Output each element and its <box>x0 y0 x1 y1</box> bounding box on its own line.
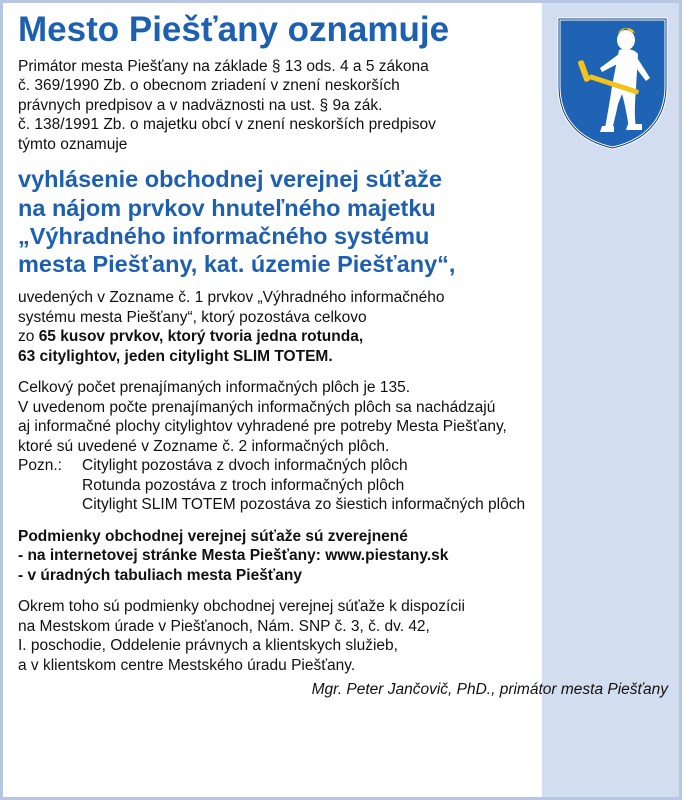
note-lines <box>82 456 525 515</box>
note-line: Citylight SLIM TOTEM pozostáva zo šiestich informačných plôch <box>82 496 526 514</box>
count-line: ktoré sú uvedené v Zozname č. 2 informačných plôch. <box>18 437 390 455</box>
intro-line: č. 369/1990 Zb. o obecnom zriadení v znení neskorších <box>18 77 400 95</box>
intro-line: týmto oznamuje <box>18 135 128 153</box>
list-line <box>18 327 668 347</box>
conditions-line: Podmienky obchodnej verejnej súťaže sú zverejnené <box>18 527 408 545</box>
elements-list-paragraph <box>18 288 668 366</box>
note-label: Pozn.: <box>18 457 62 475</box>
list-line-bold: 63 citylightov, jeden citylight SLIM TOTEM. <box>18 347 333 365</box>
count-line: aj informačné plochy citylightov vyhradené pre potreby Mesta Piešťany, <box>18 418 507 436</box>
availability-line: I. poschodie, Oddelenie právnych a klientskych služieb, <box>18 637 398 655</box>
intro-line: právnych predpisov a v nadväznosti na ust. § 9a zák. <box>18 96 383 114</box>
list-line-bold: 65 kusov prvkov, ktorý tvoria jedna rotunda, <box>38 328 364 346</box>
page-title: Mesto Piešťany oznamuje <box>18 10 450 49</box>
list-line: systému mesta Piešťany“, ktorý pozostáva celkovo <box>18 308 367 326</box>
conditions-line: - v úradných tabuliach mesta Piešťany <box>18 566 302 584</box>
tender-headline <box>18 165 668 278</box>
areas-count-paragraph <box>18 378 668 456</box>
conditions-paragraph <box>18 527 668 586</box>
list-line-prefix: zo <box>18 328 39 346</box>
conditions-line: - na internetovej stránke Mesta Piešťany: www.piestany.sk <box>18 547 449 565</box>
headline-line: vyhlásenie obchodnej verejnej súťaže <box>18 166 442 193</box>
announcement-body <box>18 12 668 699</box>
note-block <box>18 456 668 515</box>
availability-line: na Mestskom úrade v Piešťanoch, Nám. SNP č. 3, č. dv. 42, <box>18 617 430 635</box>
headline-line: „Výhradného informačného systému <box>18 222 430 249</box>
headline-line: na nájom prvkov hnuteľného majetku <box>18 194 436 221</box>
intro-line: č. 138/1991 Zb. o majetku obcí v znení neskorších predpisov <box>18 116 436 134</box>
count-line: V uvedenom počte prenajímaných informačných plôch sa nachádzajú <box>18 398 496 416</box>
intro-line: Primátor mesta Piešťany na základe § 13 ods. 4 a 5 zákona <box>18 57 429 75</box>
list-line: uvedených v Zozname č. 1 prvkov „Výhradného informačného <box>18 289 445 307</box>
headline-line: mesta Piešťany, kat. územie Piešťany“, <box>18 250 456 277</box>
availability-line: Okrem toho sú podmienky obchodnej verejnej súťaže k dispozícii <box>18 598 465 616</box>
count-line: Celkový počet prenajímaných informačných plôch je 135. <box>18 379 411 397</box>
mayor-signature: Mgr. Peter Jančovič, PhD., primátor mesta Piešťany <box>311 681 668 699</box>
intro-paragraph <box>18 57 668 155</box>
availability-paragraph <box>18 597 668 675</box>
note-line: Rotunda pozostáva z troch informačných plôch <box>82 476 405 494</box>
availability-line: a v klientskom centre Mestského úradu Piešťany. <box>18 656 356 674</box>
note-line: Citylight pozostáva z dvoch informačných plôch <box>82 457 408 475</box>
